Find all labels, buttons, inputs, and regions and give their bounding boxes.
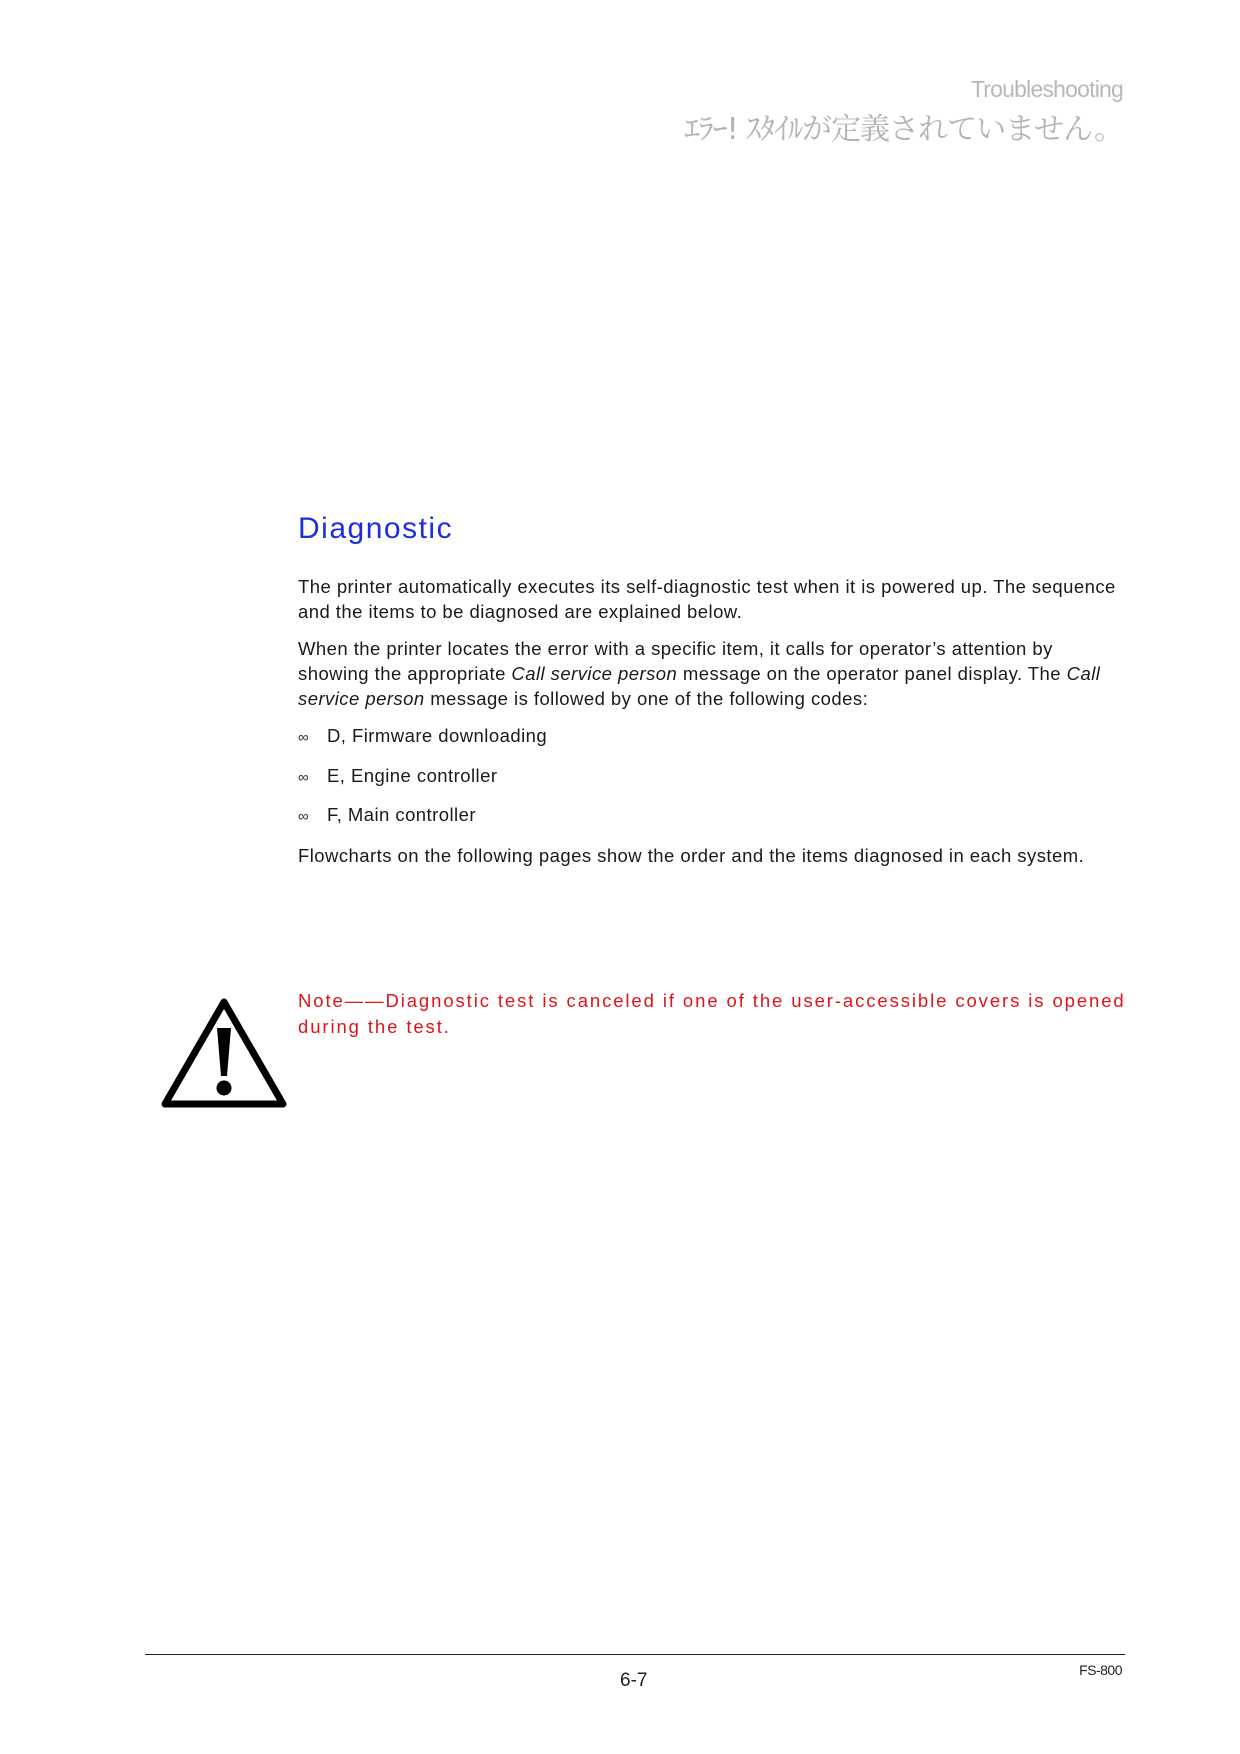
section-heading: Diagnostic <box>298 512 454 545</box>
intro-paragraph: The printer automatically executes its self-diagnostic test when it is powered up. The sequence and the items to be diagnosed are explained below. <box>298 576 1116 622</box>
list-item-text: F, Main controller <box>327 804 476 825</box>
header-section-title: Troubleshooting <box>970 76 1123 102</box>
body-content <box>298 574 1128 880</box>
call-service-term: Call service person <box>298 663 1101 709</box>
warning-triangle-icon <box>160 996 288 1110</box>
bullet-mark: ∞ <box>298 808 310 825</box>
list-item <box>298 763 1128 790</box>
call-service-term: Call service person <box>511 663 678 684</box>
footer-divider <box>145 1654 1125 1655</box>
page-number: 6-7 <box>620 1670 648 1691</box>
header-style-error-text: ｴﾗｰ! ｽﾀｲﾙが定義されていません。 <box>684 112 1123 147</box>
flowchart-paragraph: Flowcharts on the following pages show the order and the items diagnosed in each system. <box>298 845 1085 866</box>
list-item <box>298 802 1128 829</box>
code-list <box>298 723 1128 829</box>
bullet-mark: ∞ <box>298 768 310 786</box>
model-label: FS-800 <box>1079 1662 1122 1678</box>
list-item-text: D, Firmware downloading <box>327 725 548 746</box>
note-text: Note——Diagnostic test is canceled if one of the user-accessible covers is opened during the test. <box>298 990 1126 1037</box>
list-item <box>298 723 1128 750</box>
bullet-mark: ∞ <box>298 729 310 746</box>
list-item-text: E, Engine controller <box>327 764 498 786</box>
error-paragraph: When the printer locates the error with a specific item, it calls for operator’s attention by showing the appropriate Call service person message on the operator panel display. The Call service person message is followed by one of the following codes: <box>298 638 1101 709</box>
